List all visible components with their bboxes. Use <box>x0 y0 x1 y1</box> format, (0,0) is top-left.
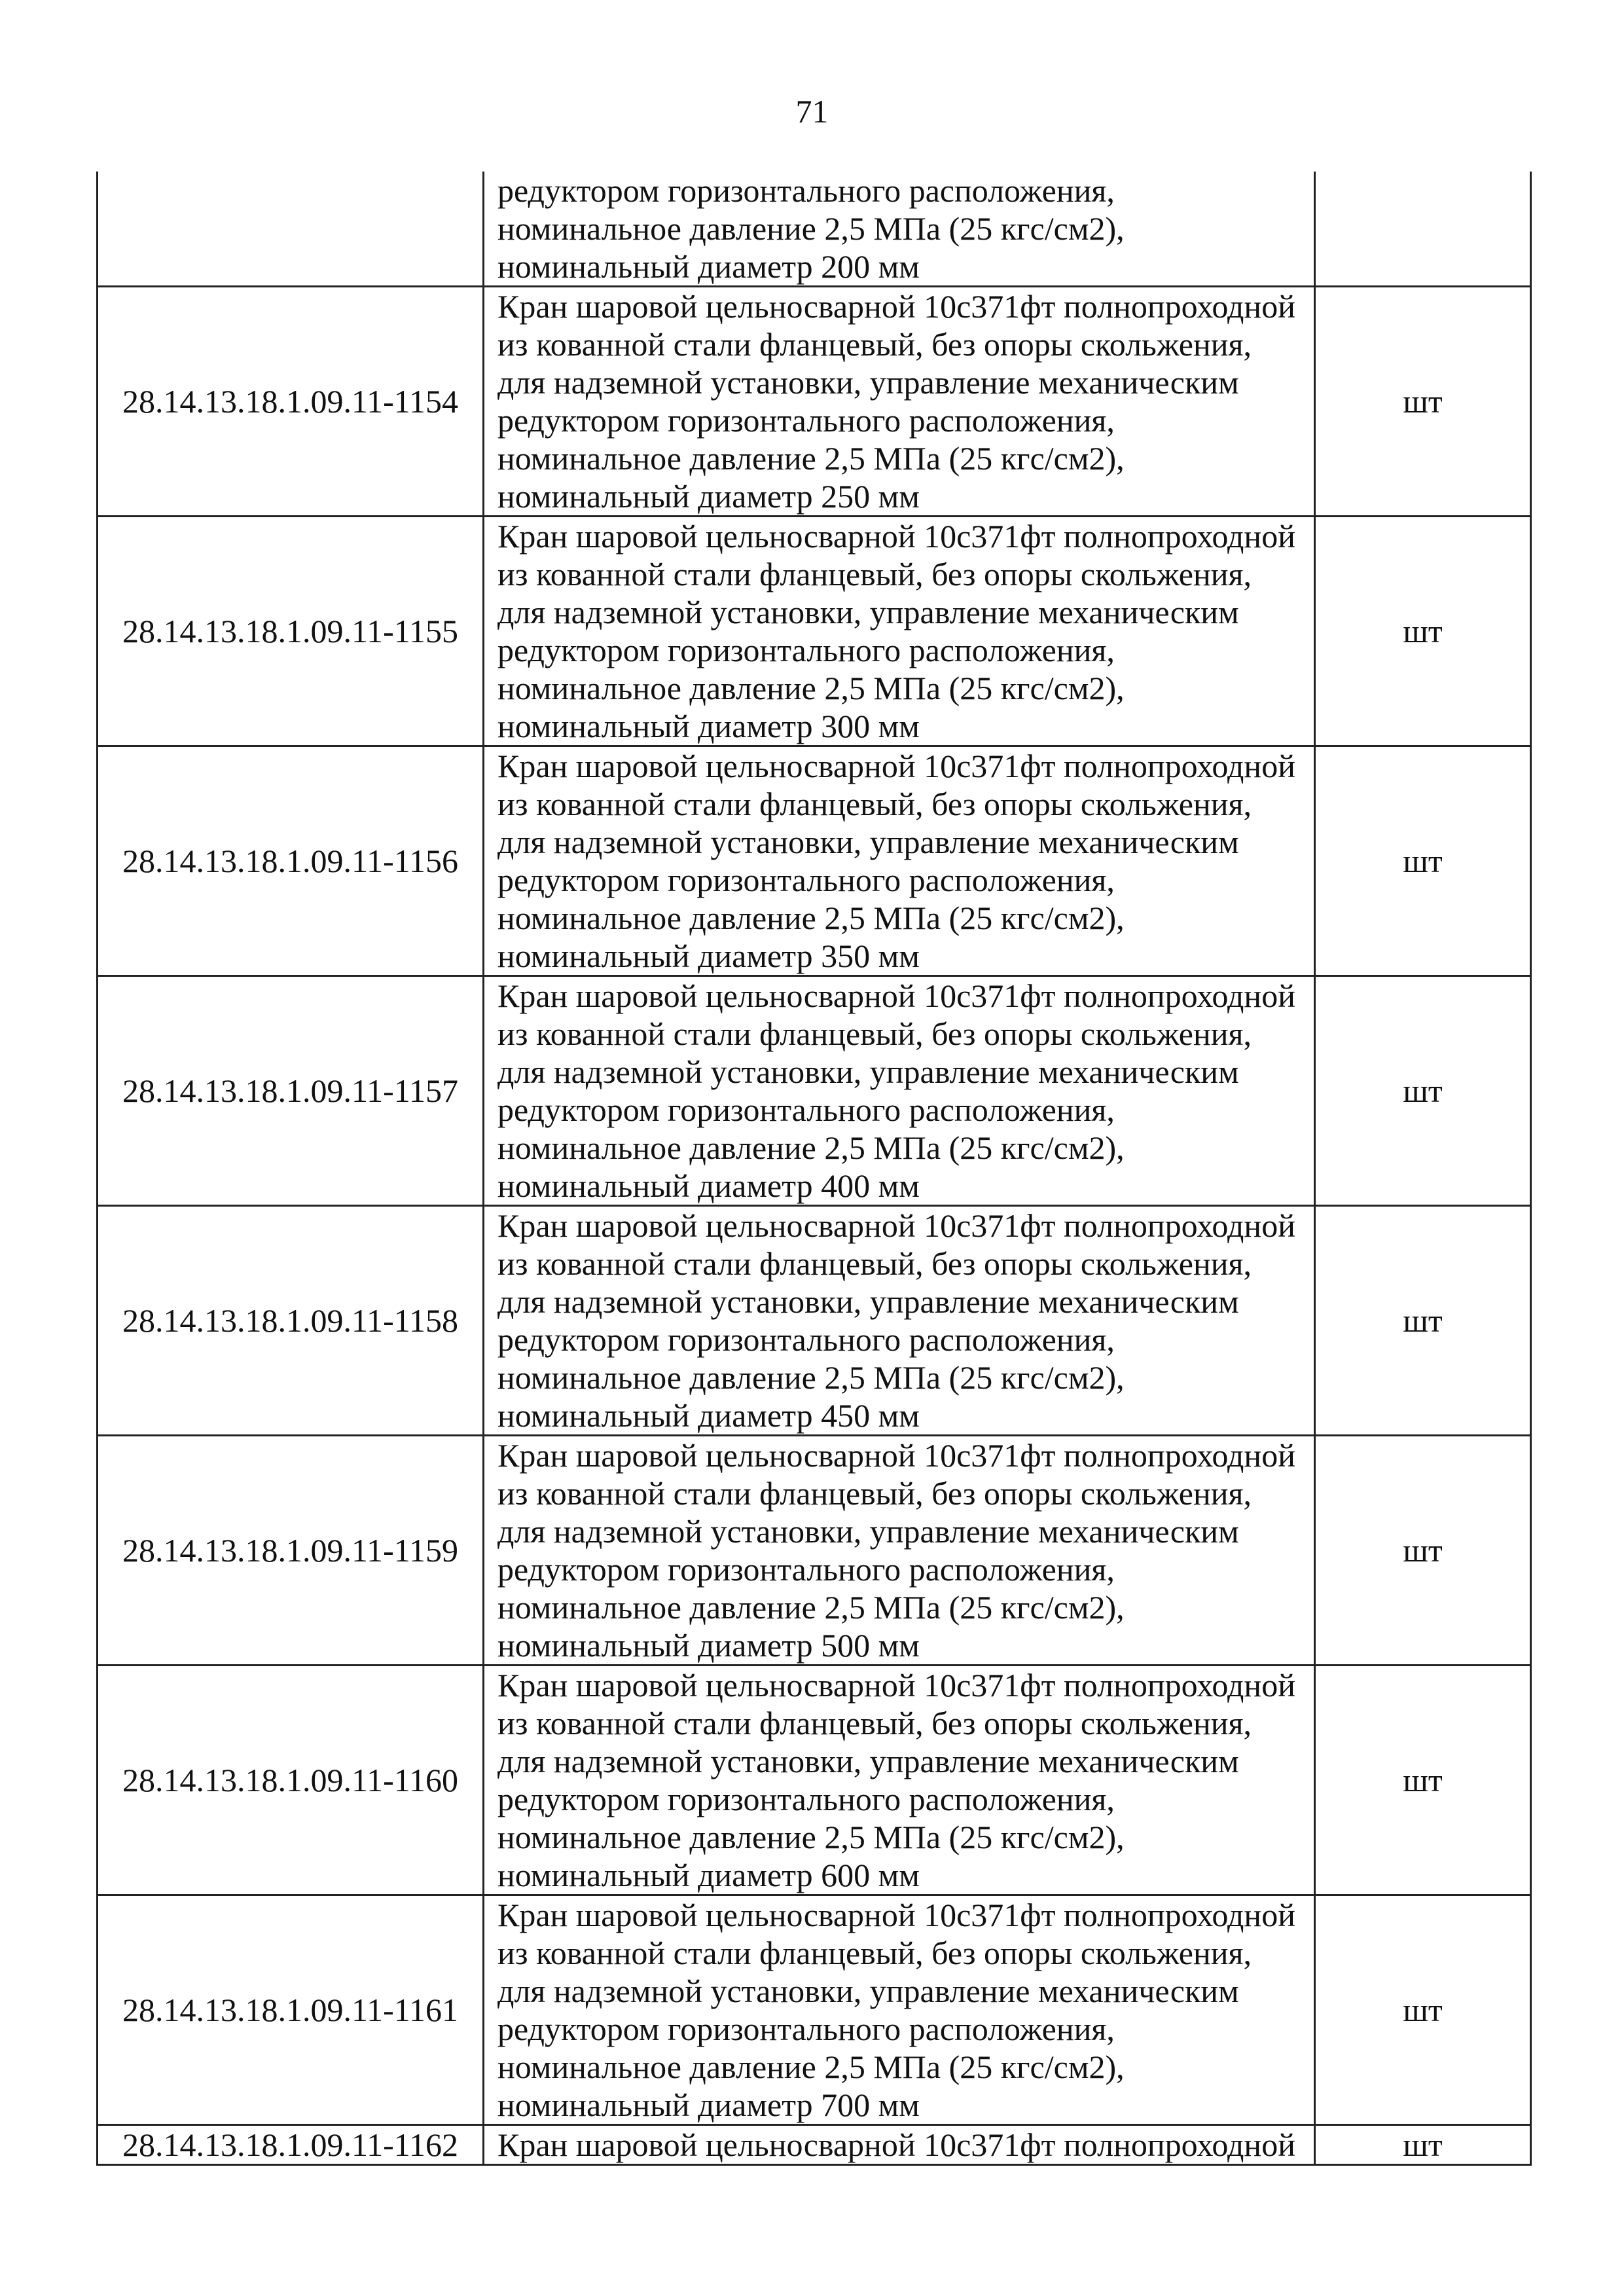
row-description <box>484 976 1315 1206</box>
row-code: 28.14.13.18.1.09.11-1157 <box>98 976 484 1206</box>
description-line: номинальный диаметр 300 мм <box>497 708 920 744</box>
row-unit: шт <box>1315 1206 1531 1436</box>
description-line: номинальное давление 2,5 МПа (25 кгс/см2), <box>497 440 1125 477</box>
description-line: редуктором горизонтального расположения, <box>497 1551 1115 1588</box>
table-row <box>98 287 1531 517</box>
description-line: Кран шаровой цельносварной 10с371фт полнопроходной <box>497 288 1295 325</box>
row-description <box>484 1895 1315 2125</box>
description-line: из кованной стали фланцевый, без опоры скольжения, <box>497 326 1252 363</box>
description-line: номинальное давление 2,5 МПа (25 кгс/см2), <box>497 1129 1125 1166</box>
table-row <box>98 1895 1531 2125</box>
description-line: для надземной установки, управление механическим <box>497 594 1239 630</box>
description-line: номинальный диаметр 450 мм <box>497 1397 920 1434</box>
description-line: для надземной установки, управление механическим <box>497 1973 1239 2009</box>
description-line: номинальный диаметр 700 мм <box>497 2086 920 2123</box>
row-unit: шт <box>1315 517 1531 746</box>
row-unit: шт <box>1315 1895 1531 2125</box>
description-line: номинальное давление 2,5 МПа (25 кгс/см2), <box>497 1589 1125 1626</box>
row-description <box>484 746 1315 976</box>
description-line: из кованной стали фланцевый, без опоры скольжения, <box>497 1935 1252 1971</box>
row-description <box>484 172 1315 287</box>
resource-table <box>96 172 1532 2166</box>
page-number: 71 <box>795 93 829 130</box>
description-line: номинальный диаметр 400 мм <box>497 1167 920 1204</box>
description-line: Кран шаровой цельносварной 10с371фт полнопроходной <box>497 748 1295 784</box>
description-line: Кран шаровой цельносварной 10с371фт полнопроходной <box>497 1437 1295 1474</box>
row-unit: шт <box>1315 2125 1531 2165</box>
description-line: номинальное давление 2,5 МПа (25 кгс/см2), <box>497 2049 1125 2085</box>
description-line: номинальное давление 2,5 МПа (25 кгс/см2), <box>497 1359 1125 1396</box>
table-row <box>98 517 1531 746</box>
description-line: Кран шаровой цельносварной 10с371фт полнопроходной <box>497 518 1295 555</box>
row-description <box>484 1436 1315 1666</box>
table-row <box>98 1436 1531 1666</box>
description-line: номинальный диаметр 250 мм <box>497 478 920 515</box>
row-code: 28.14.13.18.1.09.11-1154 <box>98 287 484 517</box>
description-line: редуктором горизонтального расположения, <box>497 1781 1115 1817</box>
description-line: номинальное давление 2,5 МПа (25 кгс/см2), <box>497 1819 1125 1855</box>
row-unit: шт <box>1315 976 1531 1206</box>
description-line: редуктором горизонтального расположения, <box>497 2011 1115 2047</box>
description-line: номинальный диаметр 200 мм <box>497 248 920 285</box>
table-row <box>98 2125 1531 2165</box>
row-code: 28.14.13.18.1.09.11-1155 <box>98 517 484 746</box>
description-line: из кованной стали фланцевый, без опоры скольжения, <box>497 1705 1252 1741</box>
description-line: для надземной установки, управление механическим <box>497 1053 1239 1090</box>
row-code: 28.14.13.18.1.09.11-1162 <box>98 2125 484 2165</box>
row-description <box>484 2125 1315 2165</box>
row-description <box>484 517 1315 746</box>
row-unit: шт <box>1315 746 1531 976</box>
description-line: Кран шаровой цельносварной 10с371фт полнопроходной <box>497 977 1295 1014</box>
row-code <box>98 172 484 287</box>
description-line: Кран шаровой цельносварной 10с371фт полнопроходной <box>497 1207 1295 1244</box>
row-description <box>484 287 1315 517</box>
description-line: Кран шаровой цельносварной 10с371фт полнопроходной <box>497 2126 1295 2163</box>
table-body <box>98 172 1531 2165</box>
row-code: 28.14.13.18.1.09.11-1160 <box>98 1666 484 1895</box>
row-code: 28.14.13.18.1.09.11-1159 <box>98 1436 484 1666</box>
description-line: редуктором горизонтального расположения, <box>497 862 1115 898</box>
table-row <box>98 746 1531 976</box>
row-code: 28.14.13.18.1.09.11-1161 <box>98 1895 484 2125</box>
description-line: для надземной установки, управление механическим <box>497 1513 1239 1550</box>
row-unit: шт <box>1315 1436 1531 1666</box>
table-row-continuation <box>98 172 1531 287</box>
description-line: для надземной установки, управление механическим <box>497 1743 1239 1779</box>
row-unit <box>1315 172 1531 287</box>
description-line: номинальное давление 2,5 МПа (25 кгс/см2), <box>497 900 1125 936</box>
description-line: из кованной стали фланцевый, без опоры скольжения, <box>497 1475 1252 1512</box>
row-description <box>484 1206 1315 1436</box>
row-unit: шт <box>1315 1666 1531 1895</box>
row-code: 28.14.13.18.1.09.11-1156 <box>98 746 484 976</box>
description-line: Кран шаровой цельносварной 10с371фт полнопроходной <box>497 1897 1295 1933</box>
description-line: номинальный диаметр 600 мм <box>497 1857 920 1893</box>
description-line: редуктором горизонтального расположения, <box>497 172 1115 209</box>
description-line: редуктором горизонтального расположения, <box>497 1321 1115 1358</box>
description-line: номинальный диаметр 350 мм <box>497 938 920 974</box>
description-line: редуктором горизонтального расположения, <box>497 632 1115 668</box>
description-line: Кран шаровой цельносварной 10с371фт полнопроходной <box>497 1667 1295 1704</box>
description-line: редуктором горизонтального расположения, <box>497 402 1115 439</box>
description-line: номинальное давление 2,5 МПа (25 кгс/см2), <box>497 670 1125 706</box>
description-line: номинальное давление 2,5 МПа (25 кгс/см2), <box>497 210 1125 247</box>
description-line: для надземной установки, управление механическим <box>497 1283 1239 1320</box>
table-row <box>98 1666 1531 1895</box>
row-description <box>484 1666 1315 1895</box>
description-line: для надземной установки, управление механическим <box>497 824 1239 860</box>
row-unit: шт <box>1315 287 1531 517</box>
description-line: для надземной установки, управление механическим <box>497 364 1239 401</box>
description-line: из кованной стали фланцевый, без опоры скольжения, <box>497 556 1252 592</box>
description-line: из кованной стали фланцевый, без опоры скольжения, <box>497 1015 1252 1052</box>
row-code: 28.14.13.18.1.09.11-1158 <box>98 1206 484 1436</box>
description-line: из кованной стали фланцевый, без опоры скольжения, <box>497 786 1252 822</box>
description-line: номинальный диаметр 500 мм <box>497 1627 920 1664</box>
description-line: из кованной стали фланцевый, без опоры скольжения, <box>497 1245 1252 1282</box>
table-row <box>98 1206 1531 1436</box>
table-row <box>98 976 1531 1206</box>
description-line: редуктором горизонтального расположения, <box>497 1091 1115 1128</box>
